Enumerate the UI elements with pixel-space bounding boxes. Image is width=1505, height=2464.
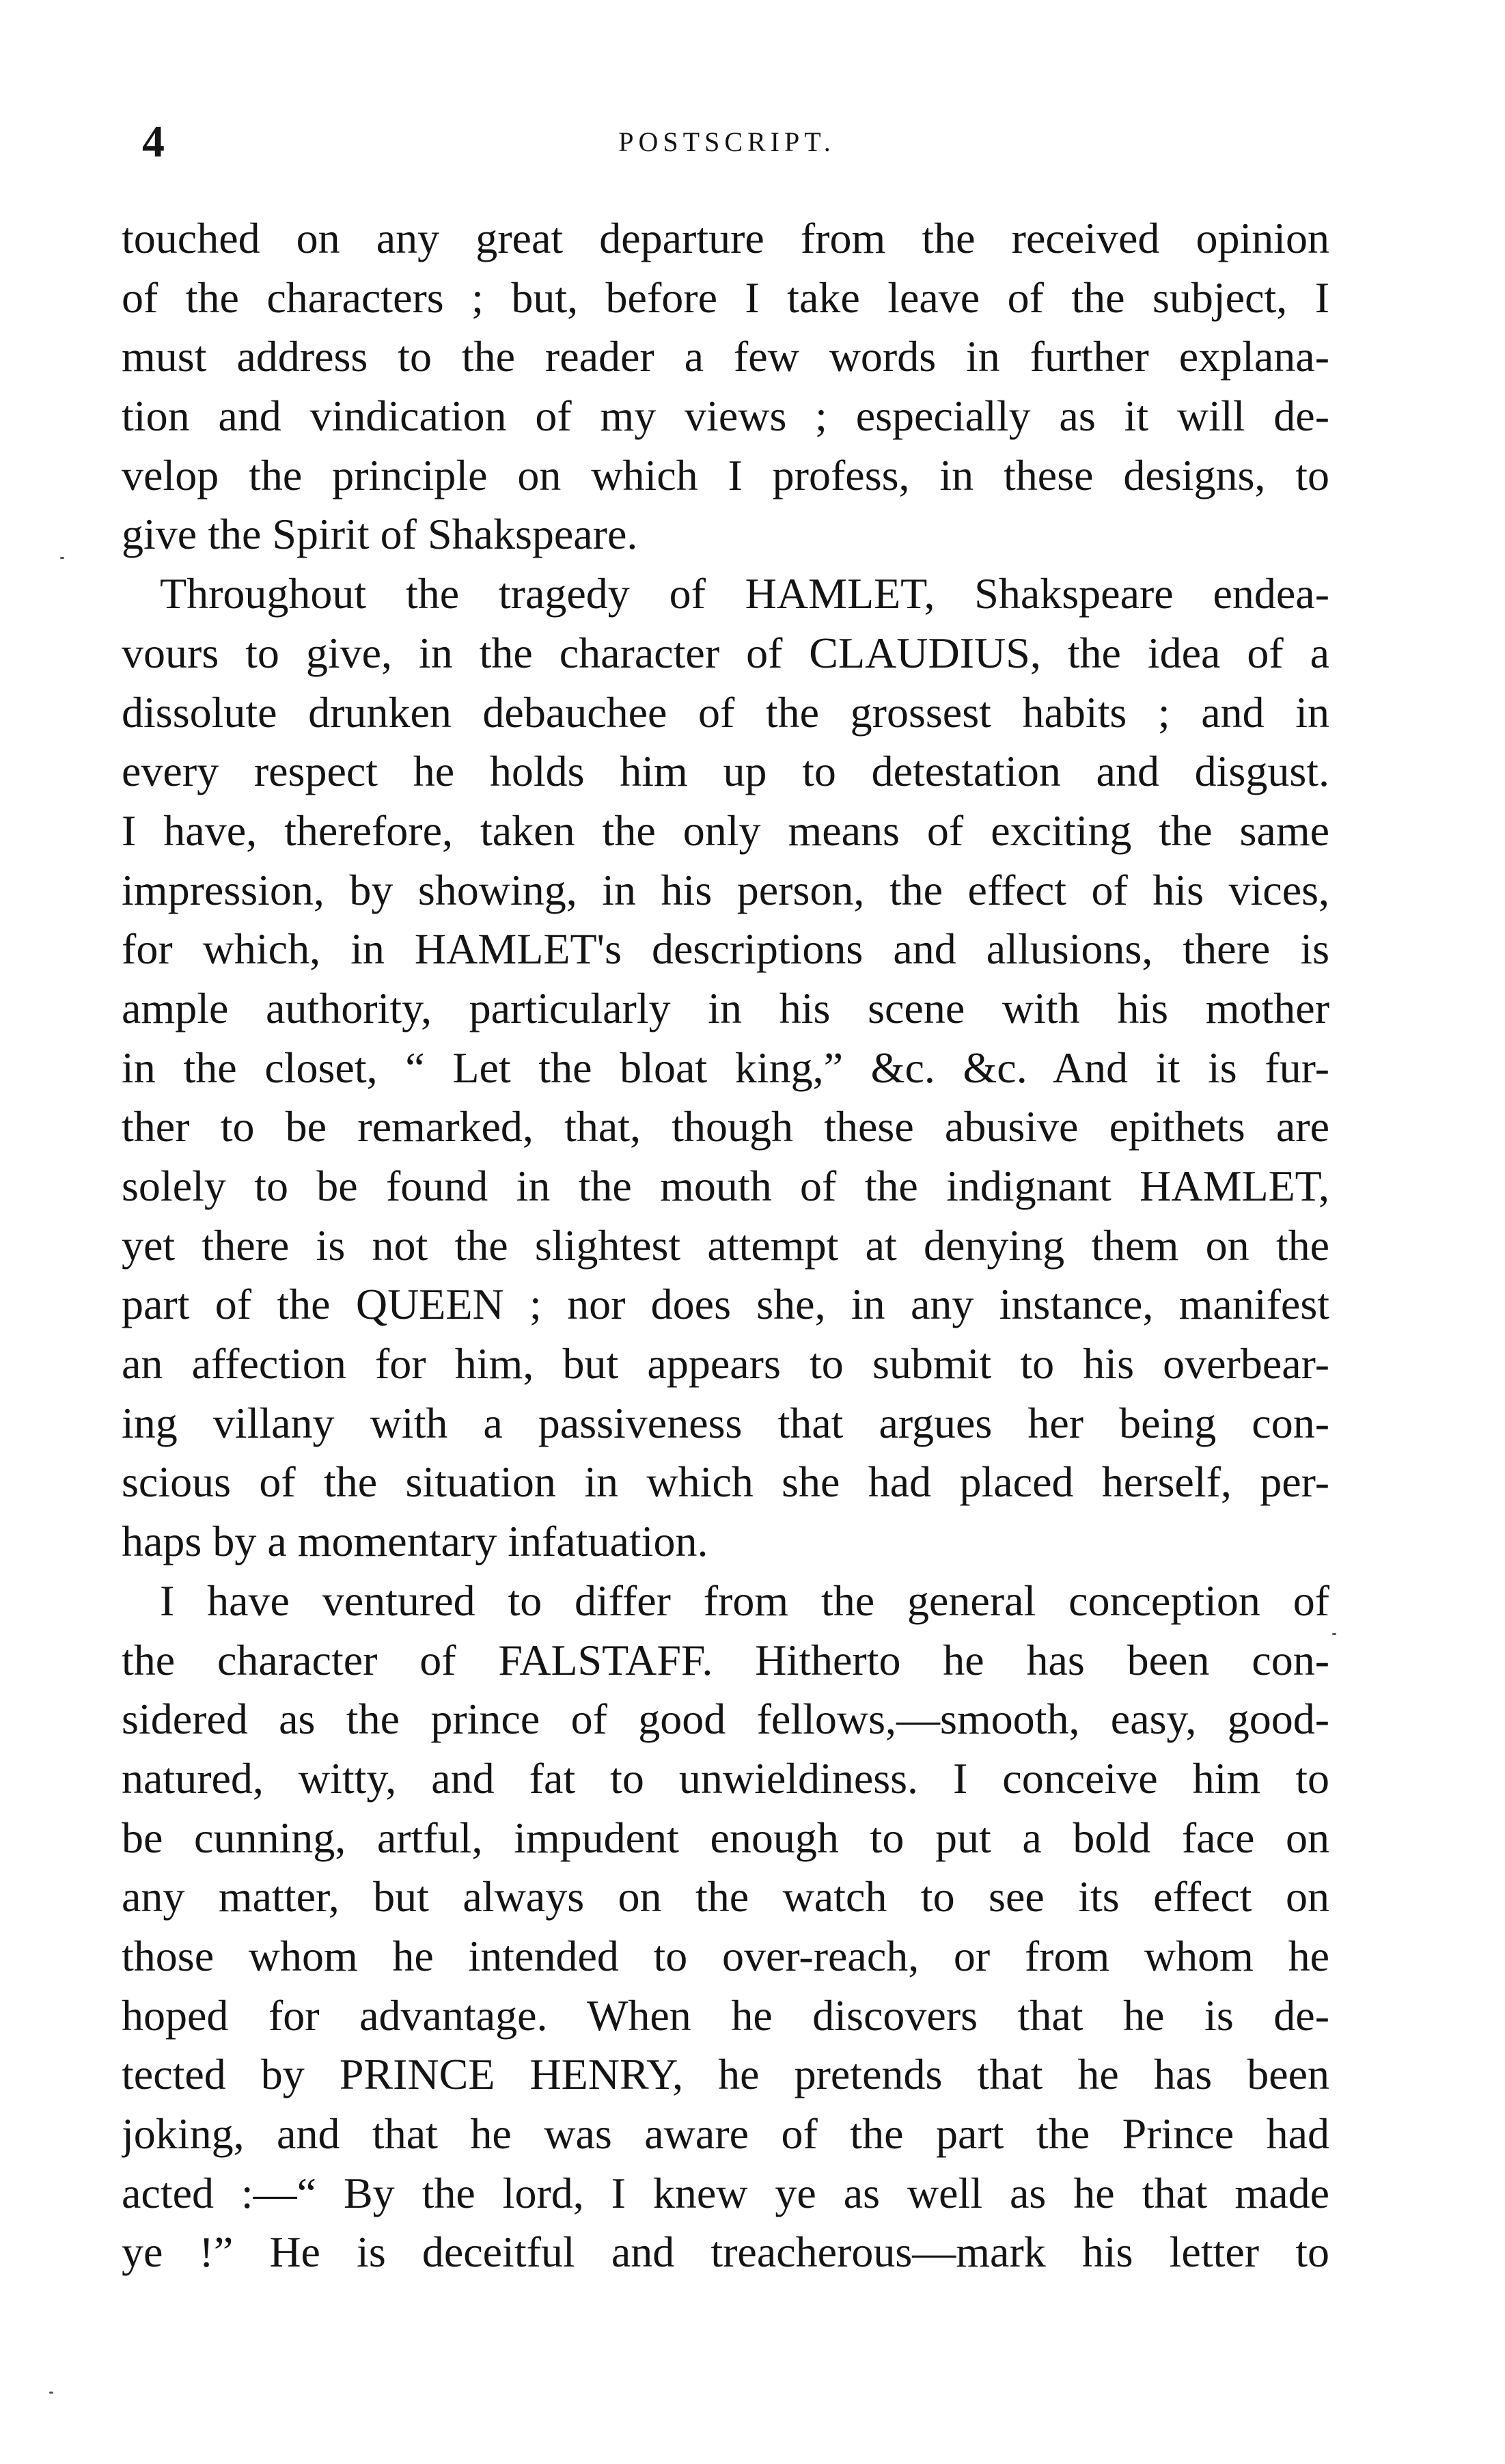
text-line: scious of the situation in which she had placed herself, per- xyxy=(122,1457,1329,1507)
text-line: acted :—“ By the lord, I knew ye as well as he that made xyxy=(122,2168,1329,2217)
text-line: I have, therefore, taken the only means of exciting the same xyxy=(122,806,1329,855)
text-line: ample authority, particularly in his scene with his mother xyxy=(122,983,1329,1032)
text-line: velop the principle on which I profess, in these designs, to xyxy=(122,450,1329,499)
text-line: I have ventured to differ from the general conception of xyxy=(160,1576,1329,1625)
text-line: of the characters ; but, before I take leave of the subject, I xyxy=(122,273,1329,322)
text-line: every respect he holds him up to detestation and disgust. xyxy=(122,747,1329,796)
text-line: tion and vindication of my views ; especially as it will de- xyxy=(122,392,1329,441)
text-line: part of the QUEEN ; nor does she, in any instance, manifest xyxy=(122,1280,1329,1329)
text-line: must address to the reader a few words in further explana- xyxy=(122,332,1329,381)
paper-speck xyxy=(1332,1633,1336,1635)
paper-speck xyxy=(49,2392,53,2394)
page-header xyxy=(142,115,1312,169)
paper-speck xyxy=(60,557,64,559)
text-line: tected by PRINCE HENRY, he pretends that he has been xyxy=(122,2050,1329,2099)
text-line: an affection for him, but appears to submit to his overbear- xyxy=(122,1339,1329,1388)
text-line: vours to give, in the character of CLAUDIUS, the idea of a xyxy=(122,628,1329,677)
text-line: impression, by showing, in his person, the effect of his vices, xyxy=(122,865,1329,914)
text-line: sidered as the prince of good fellows,—smooth, easy, good- xyxy=(122,1695,1329,1744)
text-line: any matter, but always on the watch to see its effect on xyxy=(122,1872,1329,1921)
text-line: in the closet, “ Let the bloat king,” &c. &c. And it is fur- xyxy=(122,1043,1329,1092)
text-line: dissolute drunken debauchee of the grossest habits ; and in xyxy=(122,687,1329,737)
text-line: ther to be remarked, that, though these abusive epithets are xyxy=(122,1102,1329,1151)
body-text xyxy=(122,209,1329,2282)
text-line: those whom he intended to over-reach, or from whom he xyxy=(122,1931,1329,1980)
text-line: joking, and that he was aware of the part the Prince had xyxy=(122,2109,1329,2158)
text-line: hoped for advantage. When he discovers that he is de- xyxy=(122,1990,1329,2040)
page-number: 4 xyxy=(142,117,165,167)
text-line: give the Spirit of Shakspeare. xyxy=(122,510,638,559)
text-line: natured, witty, and fat to unwieldiness. I conceive him to xyxy=(122,1753,1329,1803)
text-line: be cunning, artful, impudent enough to put a bold face on xyxy=(122,1813,1329,1862)
text-line: touched on any great departure from the received opinion xyxy=(122,214,1329,262)
text-line: yet there is not the slightest attempt at denying them on the xyxy=(122,1220,1329,1270)
running-head: POSTSCRIPT. xyxy=(618,126,836,157)
text-line: haps by a momentary infatuation. xyxy=(122,1517,708,1566)
text-line: ing villany with a passiveness that argues her being con- xyxy=(122,1398,1329,1447)
text-line: for which, in HAMLET's descriptions and allusions, there is xyxy=(122,925,1329,974)
text-line: Throughout the tragedy of HAMLET, Shakspeare endea- xyxy=(160,569,1329,618)
text-line: solely to be found in the mouth of the indignant HAMLET, xyxy=(122,1162,1329,1210)
text-line: ye !” He is deceitful and treacherous—mark his letter to xyxy=(122,2228,1329,2277)
text-line: the character of FALSTAFF. Hitherto he has been con- xyxy=(122,1635,1329,1684)
